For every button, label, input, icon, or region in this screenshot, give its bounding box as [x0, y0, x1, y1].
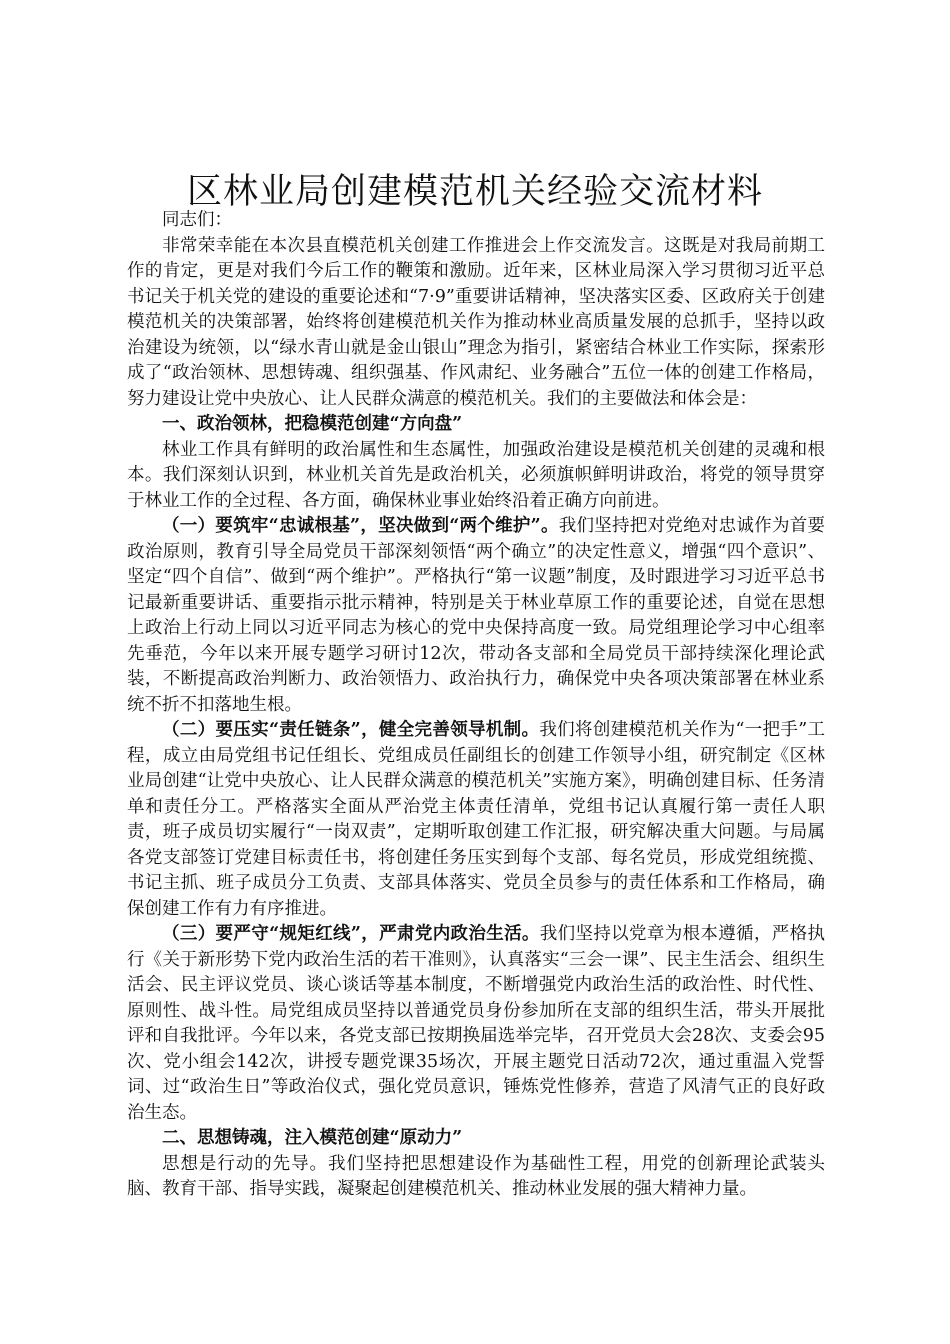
item2-paragraph — [127, 718, 825, 922]
document-body — [127, 208, 825, 1203]
section2-heading: 二、思想铸魂，注入模范创建“原动力” — [162, 1128, 463, 1148]
item1-text: 我们坚持把对党绝对忠诚作为首要政治原则，教育引导全局党员干部深刻领悟“两个确立”的决定性意义，增强“四个意识”、坚定“四个自信”、做到“两个维护”。严格执行“第一议题”制度，及时跟进学习习近平总书记最新重要讲话、重要指示批示精神，特别是关于林业草原工作的重要论述，自觉在思想上政治上行动上同以习近平同志为核心的党中央保持高度一致。局党组理论学习中心组率先垂范，今年以来开展专题学习研讨12次，带动各支部和全局党员干部持续深化理论武装，不断提高政治判断力、政治领悟力、政治执行力，确保党中央各项决策部署在林业系统不折不扣落地生根。 — [127, 516, 826, 715]
section2-intro-paragraph: 思想是行动的先导。我们坚持把思想建设作为基础性工程，用党的创新理论武装头脑、教育干部、指导实践，凝聚起创建模范机关、推动林业发展的强大精神力量。 — [127, 1153, 825, 1199]
salutation: 同志们： — [162, 210, 232, 230]
item3-text: 我们坚持以党章为根本遵循，严格执行《关于新形势下党内政治生活的若干准则》，认真落实“三会一课”、民主生活会、组织生活会、民主评议党员、谈心谈话等基本制度，不断增强党内政治生活的政治性、时代性、原则性、战斗性。局党组成员坚持以普通党员身份参加所在支部的组织生活，带头开展批评和自我批评。今年以来，各党支部已按期换届选举完毕，召开党员大会28次、支委会95次、党小组会142次，讲授专题党课35场次，开展主题党日活动72次，通过重温入党誓词、过“政治生日”等政治仪式，强化党员意识，锤炼党性修养，营造了风清气正的良好政治生态。 — [127, 924, 825, 1123]
item1-lead: （一）要筑牢“忠诚根基”，坚决做到“两个维护”。 — [162, 516, 559, 536]
item3-paragraph — [127, 922, 825, 1126]
section1-heading: 一、政治领林，把稳模范创建“方向盘” — [162, 414, 463, 434]
intro-paragraph: 非常荣幸能在本次县直模范机关创建工作推进会上作交流发言。这既是对我局前期工作的肯定，更是对我们今后工作的鞭策和激励。近年来，区林业局深入学习贯彻习近平总书记关于机关党的建设的重要论述和“7·9”重要讲话精神，坚决落实区委、区政府关于创建模范机关的决策部署，始终将创建模范机关作为推动林业高质量发展的总抓手，坚持以政治建设为统领，以“绿水青山就是金山银山”理念为指引，紧密结合林业工作实际，探索形成了“政治领林、思想铸魂、组织强基、作风肃纪、业务融合”五位一体的创建工作格局，努力建设让党中央放心、让人民群众满意的模范机关。我们的主要做法和体会是： — [127, 235, 825, 409]
section1-intro-paragraph: 林业工作具有鲜明的政治属性和生态属性，加强政治建设是模范机关创建的灵魂和根本。我们深刻认识到，林业机关首先是政治机关，必须旗帜鲜明讲政治，将党的领导贯穿于林业工作的全过程、各方面，确保林业事业始终沿着正确方向前进。 — [127, 439, 825, 511]
item2-text: 我们将创建模范机关作为“一把手”工程，成立由局党组书记任组长、党组成员任副组长的创建工作领导小组，研究制定《区林业局创建“让党中央放心、让人民群众满意的模范机关”实施方案》，明确创建目标、任务清单和责任分工。严格落实全面从严治党主体责任清单，党组书记认真履行第一责任人职责，班子成员切实履行“一岗双责”，定期听取创建工作汇报，研究解决重大问题。与局属各党支部签订党建目标责任书，将创建任务压实到每个支部、每名党员，形成党组统揽、书记主抓、班子成员分工负责、支部具体落实、党员全员参与的责任体系和工作格局，确保创建工作有力有序推进。 — [127, 720, 825, 919]
document-title: 区林业局创建模范机关经验交流材料 — [186, 172, 763, 212]
item2-lead: （二）要压实“责任链条”，健全完善领导机制。 — [162, 720, 540, 740]
item3-lead: （三）要严守“规矩红线”，严肃党内政治生活。 — [162, 924, 540, 944]
item1-paragraph — [127, 514, 825, 718]
